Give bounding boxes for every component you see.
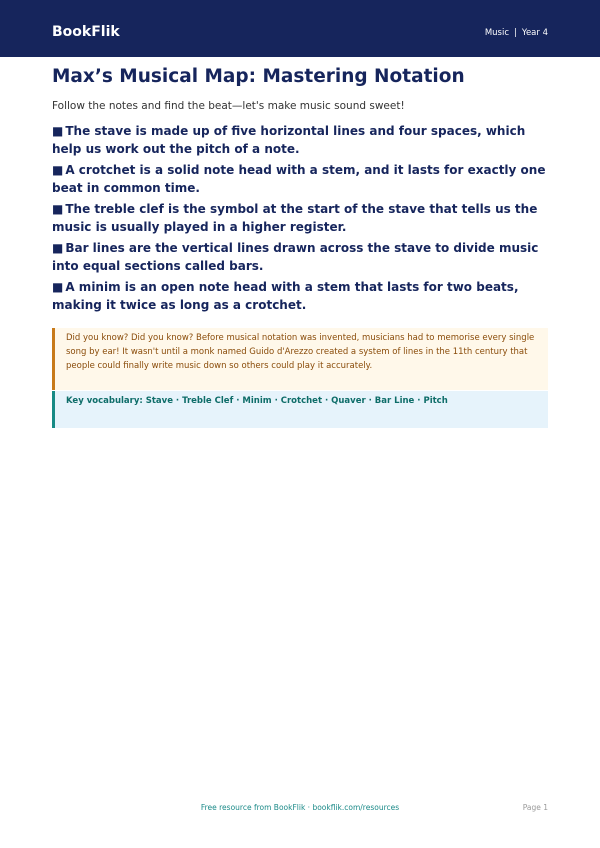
fact-text: The treble clef is the symbol at the start of the stave that tells us the music is usually played in a higher register.: [52, 202, 538, 234]
fact-item: [52, 200, 550, 236]
fact-list: [52, 122, 550, 317]
key-vocabulary-box: [52, 391, 548, 428]
page-title: Max’s Musical Map: Mastering Notation: [52, 66, 465, 87]
fact-item: [52, 278, 550, 314]
fact-text: Bar lines are the vertical lines drawn across the stave to divide music into equal sections called bars.: [52, 241, 539, 273]
header-separator: |: [514, 28, 517, 38]
brand-logo-text[interactable]: BookFlik: [52, 24, 120, 40]
year-label: Year 4: [521, 28, 548, 38]
square-bullet-icon: ■: [52, 163, 64, 177]
footer-link[interactable]: Free resource from BookFlik · bookflik.com/resources: [200, 803, 400, 812]
header-meta: [485, 28, 548, 38]
square-bullet-icon: ■: [52, 241, 64, 255]
header-bar: [0, 0, 600, 57]
did-you-know-callout: [52, 328, 548, 390]
fact-text: The stave is made up of five horizontal lines and four spaces, which help us work out the pitch of a note.: [52, 124, 526, 156]
subject-label: Music: [484, 28, 510, 38]
vocabulary-text: Key vocabulary: Stave · Treble Clef · Minim · Crotchet · Quaver · Bar Line · Pitch: [66, 396, 448, 406]
page-number: Page 1: [522, 803, 548, 812]
fact-item: [52, 161, 550, 197]
fact-text: A crotchet is a solid note head with a stem, and it lasts for exactly one beat in common time.: [52, 163, 546, 195]
fact-text: A minim is an open note head with a stem that lasts for two beats, making it twice as long as a crotchet.: [52, 280, 519, 312]
fact-item: [52, 122, 550, 158]
page-subtitle: Follow the notes and find the beat—let's make music sound sweet!: [52, 100, 405, 112]
square-bullet-icon: ■: [52, 202, 64, 216]
fact-item: [52, 239, 550, 275]
square-bullet-icon: ■: [52, 280, 64, 294]
square-bullet-icon: ■: [52, 124, 64, 138]
callout-text: Did you know? Did you know? Before musical notation was invented, musicians had to memorise every single song by ear! It wasn't until a monk named Guido d'Arezzo created a system of lines in the 11th century that people could finally write music down so others could play it accurately.: [66, 333, 535, 371]
